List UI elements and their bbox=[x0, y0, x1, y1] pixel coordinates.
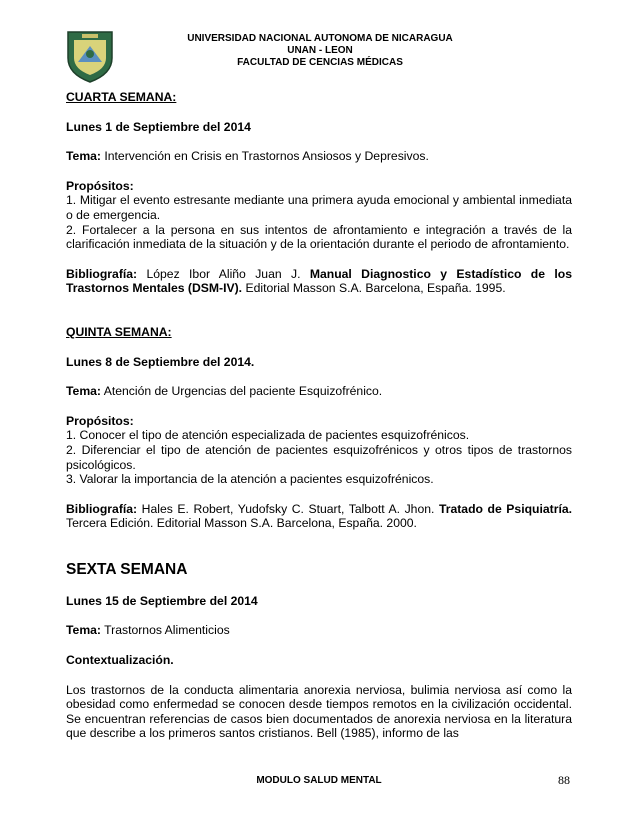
week4-proposito-2: 2. Fortalecer a la persona en sus intentos de afrontamiento e integración a través de la clarificación inmediata de la situación y de la orientación durante el periodo de afrontamiento. bbox=[66, 222, 572, 252]
bib-rest: Tercera Edición. Editorial Masson S.A. Barcelona, España. 2000. bbox=[66, 516, 417, 531]
bib-author: López Ibor Aliño Juan J. bbox=[137, 266, 310, 281]
header-campus: UNAN - LEON bbox=[287, 45, 353, 56]
bib-label: Bibliografía: bbox=[66, 266, 138, 281]
week5-heading: QUINTA SEMANA: bbox=[66, 324, 172, 339]
week6-body: Los trastornos de la conducta alimentaria anorexia nerviosa, bulimia nerviosa así como la obesidad como enfermedad se conocen desde tiempos remotos en la civilización occidental. Se encuentran referencias de casos bien documentados de anorexia nerviosa en la literatura que describe a los primeros santos cristianos. Bell (1985), informo de las bbox=[66, 682, 572, 741]
tema-text: Trastornos Alimenticios bbox=[101, 623, 230, 638]
bib-title: Tratado de Psiquiatría. bbox=[438, 501, 572, 516]
week6-context-label: Contextualización. bbox=[66, 653, 174, 668]
week4-bibliografia bbox=[66, 267, 572, 296]
week5-proposito-1: 1. Conocer el tipo de atención especializada de pacientes esquizofrénicos. bbox=[66, 428, 470, 443]
week5-date: Lunes 8 de Septiembre del 2014. bbox=[66, 354, 255, 369]
week4-proposito-1: 1. Mitigar el evento estresante mediante una primera ayuda emocional y ambiental inmediata o de emergencia. bbox=[66, 193, 572, 222]
tema-label: Tema: bbox=[66, 384, 101, 399]
footer-module-title: MODULO SALUD MENTAL bbox=[256, 775, 382, 786]
bib-title: Manual Diagnostico y Estadístico de los Trastornos Mentales (DSM-IV). bbox=[66, 266, 572, 296]
week6-heading: SEXTA SEMANA bbox=[66, 560, 188, 578]
week4-propositos-label: Propósitos: bbox=[66, 178, 134, 193]
week5-proposito-2: 2. Diferenciar el tipo de atención de pacientes esquizofrénicos y otros tipos de trastornos psicológicos. bbox=[66, 442, 572, 472]
bib-author: Hales E. Robert, Yudofsky C. Stuart, Talbott A. Jhon. bbox=[137, 501, 439, 516]
tema-label: Tema: bbox=[66, 623, 101, 638]
header-university: UNIVERSIDAD NACIONAL AUTONOMA DE NICARAGUA bbox=[187, 33, 453, 44]
week5-propositos-label: Propósitos: bbox=[66, 413, 134, 428]
week5-tema bbox=[66, 384, 572, 399]
tema-text: Intervención en Crisis en Trastornos Ansiosos y Depresivos. bbox=[101, 149, 429, 164]
header-faculty: FACULTAD DE CENCIAS MÉDICAS bbox=[237, 57, 403, 68]
tema-label: Tema: bbox=[66, 149, 101, 164]
university-shield-icon bbox=[64, 28, 116, 84]
week5-bibliografia bbox=[66, 502, 572, 531]
tema-text: Atención de Urgencias del paciente Esquizofrénico. bbox=[101, 384, 383, 399]
page-number: 88 bbox=[558, 773, 570, 787]
week6-tema bbox=[66, 623, 572, 638]
document-body bbox=[66, 90, 572, 741]
bib-label: Bibliografía: bbox=[66, 501, 138, 516]
week4-heading: CUARTA SEMANA: bbox=[66, 90, 177, 104]
week4-tema bbox=[66, 149, 572, 164]
page-header bbox=[150, 33, 490, 69]
week4-date: Lunes 1 de Septiembre del 2014 bbox=[66, 119, 251, 134]
week6-date: Lunes 15 de Septiembre del 2014 bbox=[66, 593, 258, 608]
bib-rest: Editorial Masson S.A. Barcelona, España. 1995. bbox=[242, 281, 506, 296]
week5-proposito-3: 3. Valorar la importancia de la atención a pacientes esquizofrénicos. bbox=[66, 472, 434, 487]
